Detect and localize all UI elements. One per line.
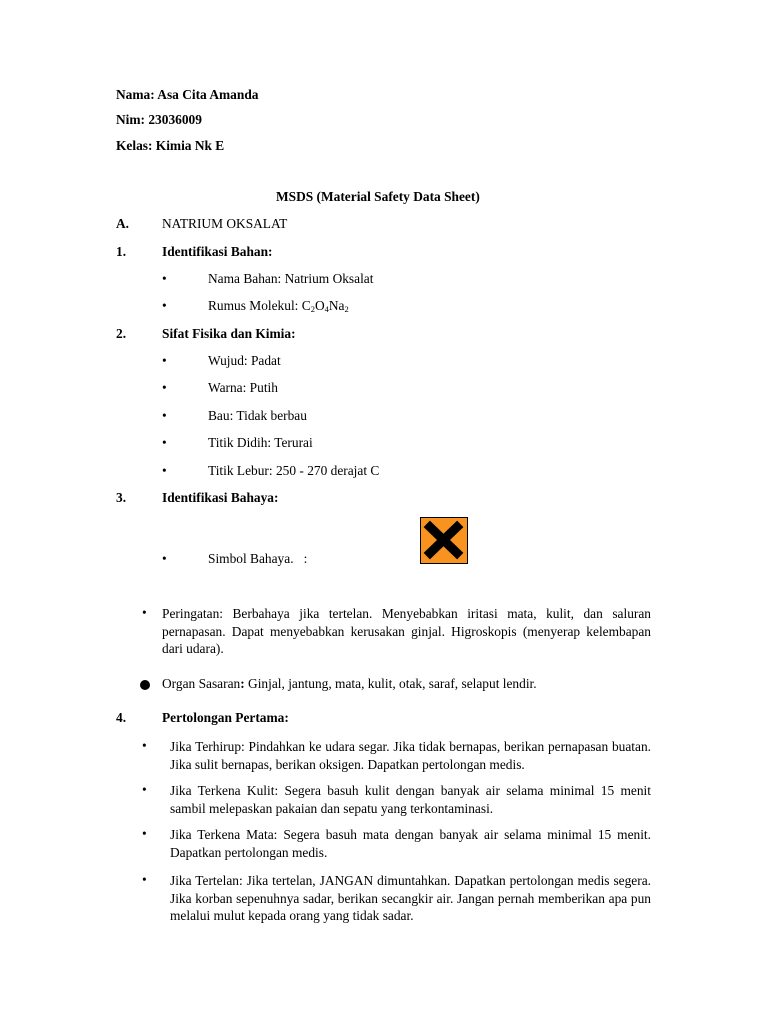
organ-colon: : <box>240 676 245 691</box>
nama-bahan: Nama Bahan: Natrium Oksalat <box>208 271 374 286</box>
bullet: • <box>162 435 167 450</box>
first-aid-item: Jika Terkena Kulit: Segera basuh kulit dengan banyak air selama minimal 15 menit sambil melepaskan pakaian dan sepatu yang terkontaminasi. <box>170 783 651 816</box>
student-nim: Nim: 23036009 <box>116 112 202 127</box>
student-name: Nama: Asa Cita Amanda <box>116 87 259 102</box>
list-item: Warna: Putih <box>208 380 278 395</box>
organ-text: Ginjal, jantung, mata, kulit, otak, saraf, selaput lendir. <box>244 676 537 691</box>
bullet: • <box>162 408 167 423</box>
document-title: MSDS (Material Safety Data Sheet) <box>276 189 480 204</box>
round-bullet-icon <box>140 680 150 690</box>
bullet: • <box>162 298 167 313</box>
formula-sub-2: 2 <box>310 304 315 314</box>
bullet: • <box>142 872 147 887</box>
list-item: Titik Didih: Terurai <box>208 435 313 450</box>
section-2-number: 2. <box>116 326 127 341</box>
bullet: • <box>142 782 147 797</box>
section-4-number: 4. <box>116 710 127 725</box>
section-a-number: A. <box>116 216 130 231</box>
section-1-number: 1. <box>116 244 127 259</box>
formula-na: Na <box>328 298 345 313</box>
rumus-molekul <box>208 298 349 314</box>
section-3-title: Identifikasi Bahaya: <box>162 490 279 505</box>
list-item: Titik Lebur: 250 - 270 derajat C <box>208 463 380 478</box>
formula-c: C <box>301 298 311 313</box>
rumus-label: Rumus Molekul: <box>208 298 302 313</box>
bullet: • <box>162 551 167 566</box>
student-class: Kelas: Kimia Nk E <box>116 138 225 153</box>
bullet: • <box>162 353 167 368</box>
bullet: • <box>162 380 167 395</box>
first-aid-item: Jika Tertelan: Jika tertelan, JANGAN dimuntahkan. Dapatkan pertolongan medis segera. Jika korban sepenuhnya sadar, berikan secangkir air. Jangan pernah memberikan apa pun melalui mulut kepada orang yang tidak sadar. <box>170 873 651 923</box>
section-4-title: Pertolongan Pertama: <box>162 710 289 725</box>
section-a-title: NATRIUM OKSALAT <box>162 216 288 231</box>
section-3-number: 3. <box>116 490 127 505</box>
list-item: Bau: Tidak berbau <box>208 408 307 423</box>
harmful-irritant-x-icon <box>420 517 468 564</box>
formula-sub-4: 4 <box>324 304 329 314</box>
simbol-bahaya: Simbol Bahaya. : <box>208 551 308 566</box>
formula-sub-2b: 2 <box>344 304 349 314</box>
list-item: Wujud: Padat <box>208 353 281 368</box>
organ-sasaran <box>162 676 537 692</box>
organ-label: Organ Sasaran <box>162 676 241 691</box>
bullet: • <box>162 271 167 286</box>
bullet: • <box>162 463 167 478</box>
peringatan-paragraph: Peringatan: Berbahaya jika tertelan. Menyebabkan iritasi mata, kulit, dan saluran pernapasan. Dapat menyebabkan kerusakan ginjal. Higroskopis (menyerap kelembapan dari udara). <box>162 606 651 656</box>
section-2-title: Sifat Fisika dan Kimia: <box>162 326 296 341</box>
bullet: • <box>142 738 147 753</box>
formula-o: O <box>314 298 325 313</box>
section-1-title: Identifikasi Bahan: <box>162 244 273 259</box>
bullet: • <box>142 605 147 620</box>
first-aid-item: Jika Terhirup: Pindahkan ke udara segar. Jika tidak bernapas, berikan pernapasan buatan. Jika sulit bernapas, berikan oksigen. Dapatkan pertolongan medis. <box>170 739 651 772</box>
first-aid-item: Jika Terkena Mata: Segera basuh mata dengan banyak air selama minimal 15 menit. Dapatkan pertolongan medis. <box>170 827 651 860</box>
bullet: • <box>142 826 147 841</box>
